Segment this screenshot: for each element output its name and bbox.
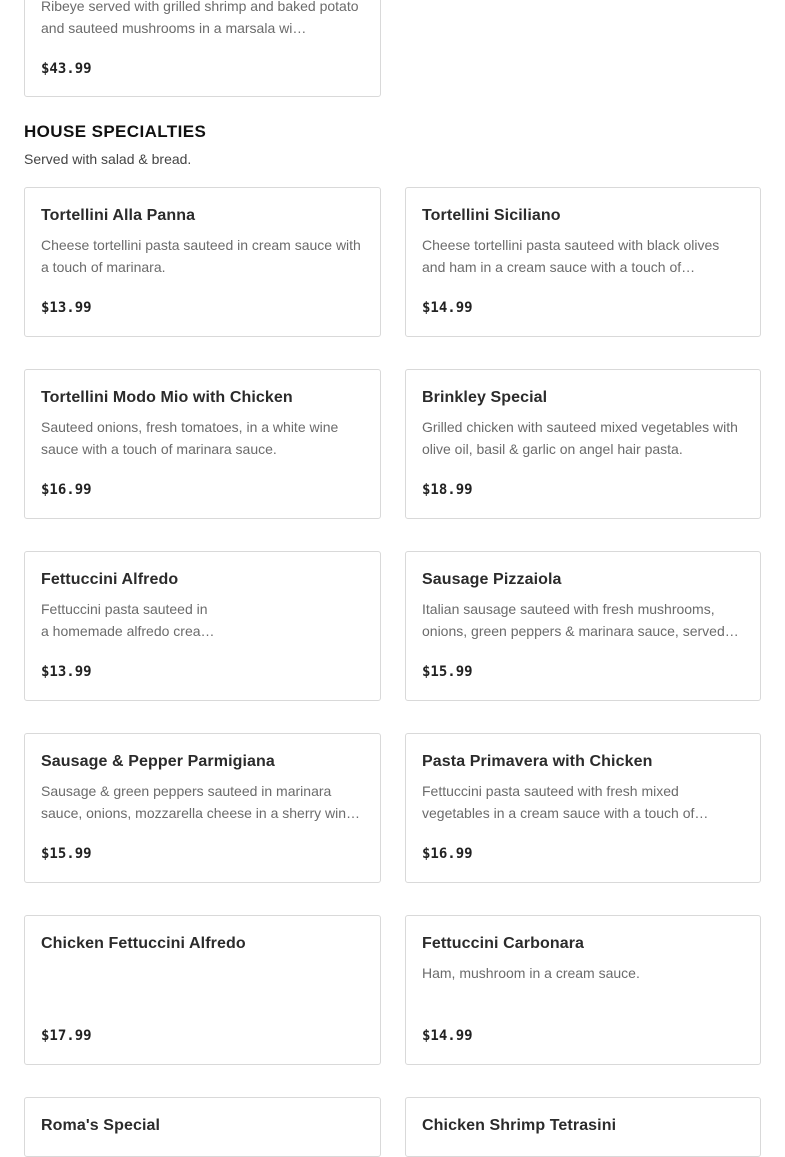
item-price: $16.99	[41, 482, 92, 498]
item-price: $14.99	[422, 1028, 473, 1044]
menu-item-card[interactable]	[405, 915, 761, 1065]
item-description: Italian sausage sauteed with fresh mushrooms, onions, green peppers & marinara sauce, served…	[422, 601, 739, 639]
item-name: Roma's Special	[41, 1117, 161, 1134]
item-name: Fettuccini Alfredo	[41, 571, 179, 588]
item-description: Sausage & green peppers sauteed in marinara sauce, onions, mozzarella cheese in a sherry win…	[41, 783, 361, 821]
item-price: $14.99	[422, 300, 473, 316]
menu-item-card[interactable]	[405, 1097, 761, 1157]
item-description: Fettuccini pasta sauteed with fresh mixed vegetables in a cream sauce with a touch of…	[422, 783, 709, 821]
menu-item-card[interactable]	[24, 733, 381, 883]
menu-item-card[interactable]	[24, 369, 381, 519]
menu-item-card[interactable]	[24, 915, 381, 1065]
item-price: $16.99	[422, 846, 473, 862]
item-name: Sausage Pizzaiola	[422, 571, 562, 588]
menu-item-card[interactable]	[405, 551, 761, 701]
item-price: $15.99	[422, 664, 473, 680]
section-subtitle: Served with salad & bread.	[24, 151, 192, 167]
item-name: Pasta Primavera with Chicken	[422, 753, 653, 770]
menu-item-card[interactable]	[24, 0, 381, 97]
item-description: Sauteed onions, fresh tomatoes, in a white wine sauce with a touch of marinara sauce.	[41, 419, 339, 457]
menu-item-card[interactable]	[405, 187, 761, 337]
item-price: $17.99	[41, 1028, 92, 1044]
menu-item-card[interactable]	[24, 1097, 381, 1157]
section-title: HOUSE SPECIALTIES	[24, 122, 207, 141]
item-price: $43.99	[41, 61, 92, 77]
item-description: Grilled chicken with sauteed mixed vegetables with olive oil, basil & garlic on angel hair pasta.	[422, 419, 738, 457]
menu-item-card[interactable]	[24, 187, 381, 337]
item-name: Fettuccini Carbonara	[422, 935, 585, 952]
item-name: Sausage & Pepper Parmigiana	[41, 753, 275, 770]
item-price: $13.99	[41, 300, 92, 316]
item-price: $15.99	[41, 846, 92, 862]
item-name: Brinkley Special	[422, 389, 548, 406]
item-price: $18.99	[422, 482, 473, 498]
item-description: Ribeye served with grilled shrimp and baked potato and sauteed mushrooms in a marsala wi…	[41, 0, 359, 36]
item-name: Tortellini Alla Panna	[41, 207, 196, 224]
item-name: Tortellini Modo Mio with Chicken	[41, 389, 293, 406]
item-name: Tortellini Siciliano	[422, 207, 561, 224]
item-price: $13.99	[41, 664, 92, 680]
menu-item-card[interactable]	[405, 733, 761, 883]
item-name: Chicken Fettuccini Alfredo	[41, 935, 246, 952]
menu-item-card[interactable]	[405, 369, 761, 519]
item-description: Fettuccini pasta sauteed in a homemade alfredo crea…	[41, 601, 215, 639]
item-description: Cheese tortellini pasta sauteed with black olives and ham in a cream sauce with a touch of…	[422, 237, 720, 275]
item-description: Ham, mushroom in a cream sauce.	[422, 965, 640, 981]
menu-item-card[interactable]	[24, 551, 381, 701]
item-description: Cheese tortellini pasta sauteed in cream sauce with a touch of marinara.	[41, 237, 361, 275]
item-name: Chicken Shrimp Tetrasini	[422, 1117, 617, 1134]
